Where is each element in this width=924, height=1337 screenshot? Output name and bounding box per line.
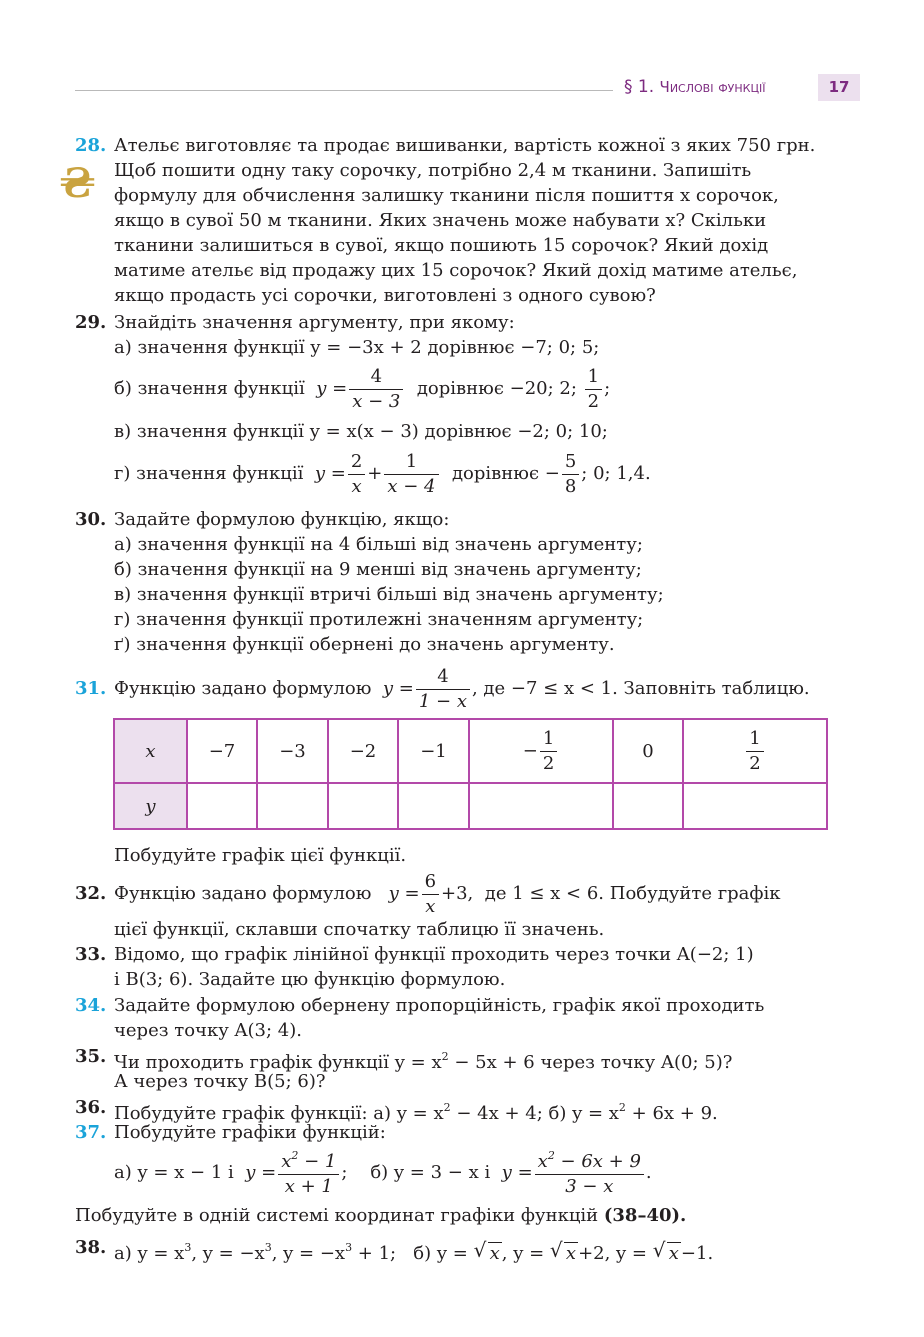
text: , y = [501, 1243, 545, 1264]
table-cell [683, 783, 827, 829]
text: −1. [680, 1243, 714, 1264]
numerator: 1 [746, 729, 763, 752]
table-cell [187, 783, 257, 829]
text: . [645, 1162, 652, 1183]
problem-35-line: А через точку B(5; 6)? [114, 1071, 326, 1092]
text: − 5x + 6 через точку A(0; 5)? [448, 1052, 733, 1073]
problem-28-line: Ательє виготовляє та продає вишиванки, вартість кожної з яких 750 грн. [114, 135, 816, 156]
table-cell [469, 783, 613, 829]
fraction [384, 452, 438, 497]
problem-32-number: 32. [75, 883, 107, 904]
numerator: 1 [585, 367, 602, 390]
numerator: 4 [349, 367, 403, 390]
table-row [114, 783, 827, 829]
table-cell: x [114, 719, 187, 783]
table-cell: −1 [398, 719, 469, 783]
math-y: y = [314, 463, 346, 484]
section-prefix: § 1. [624, 77, 655, 97]
section-title [624, 77, 766, 97]
denominator: x [351, 475, 362, 497]
problem-29-number: 29. [75, 312, 107, 333]
numerator: 6 [422, 872, 439, 895]
values-table [113, 718, 828, 830]
section-name: Числові функції [659, 78, 766, 96]
problem-31-after: Побудуйте графік цієї функції. [114, 845, 407, 866]
fraction [540, 729, 557, 774]
sqrt: √ x [652, 1238, 679, 1264]
denominator: 2 [587, 390, 600, 412]
text: +3, [441, 883, 474, 904]
radicand: x [489, 1243, 500, 1264]
text: б) y = 3 − x і [370, 1162, 491, 1183]
problem-29-g [114, 447, 651, 501]
table-row [114, 719, 827, 783]
numerator [278, 1150, 339, 1175]
problem-28-line: формулу для обчислення залишку тканини після пошиття x сорочок, [114, 185, 779, 206]
denominator: 2 [542, 752, 555, 774]
problem-29-v: в) значення функції y = x(x − 3) дорівнює −2; 0; 10; [114, 421, 608, 442]
text: б) значення функції [114, 378, 305, 399]
text: ; 0; 1,4. [581, 463, 651, 484]
problem-38-line [114, 1236, 713, 1266]
superscript: 3 [184, 1241, 192, 1254]
text: , y = −x [271, 1243, 346, 1264]
math-y: y = [382, 678, 414, 699]
problem-29-a: а) значення функції y = −3x + 2 дорівнює −7; 0; 5; [114, 337, 600, 358]
problem-30-item: г) значення функції протилежні значенням аргументу; [114, 609, 644, 630]
problem-34-line: Задайте формулою обернену пропорційність, графік якої проходить [114, 995, 765, 1016]
problem-30-item: в) значення функції втричі більші від значень аргументу; [114, 584, 664, 605]
superscript: 2 [291, 1148, 299, 1162]
text: + 1; [352, 1243, 397, 1264]
table-cell [613, 783, 683, 829]
radicand: x [565, 1243, 577, 1264]
fraction [416, 667, 470, 712]
problem-35-number: 35. [75, 1046, 107, 1067]
denominator: x − 4 [387, 475, 436, 497]
page-number: 17 [818, 74, 860, 101]
text: , де −7 ≤ x < 1. Заповніть таблицю. [471, 678, 810, 699]
math-y: y = [388, 883, 420, 904]
table-cell: −7 [187, 719, 257, 783]
problem-33-line: Відомо, що графік лінійної функції проходить через точки A(−2; 1) [114, 944, 754, 965]
table-cell: 0 [613, 719, 683, 783]
numerator: 2 [348, 452, 365, 475]
text: − [522, 740, 538, 761]
text: Функцію задано формулою [114, 883, 372, 904]
problem-34-line: через точку A(3; 4). [114, 1020, 302, 1041]
fraction [535, 1150, 644, 1197]
problem-29-intro: Знайдіть значення аргументу, при якому: [114, 312, 515, 333]
numerator [535, 1150, 644, 1175]
problem-28-line: якщо продасть усі сорочки, виготовлені з одного сувою? [114, 285, 656, 306]
text: + [367, 463, 383, 484]
fraction [349, 367, 403, 412]
table-cell [469, 719, 613, 783]
problem-33-number: 33. [75, 944, 107, 965]
sqrt: √ x [473, 1238, 500, 1264]
table-cell [328, 783, 398, 829]
fraction [746, 729, 763, 774]
text: ; [341, 1162, 348, 1183]
problem-37-number: 37. [75, 1122, 107, 1143]
problem-30-item: б) значення функції на 9 менші від значень аргументу; [114, 559, 642, 580]
denominator: x + 1 [284, 1175, 333, 1197]
numerator: 5 [562, 452, 579, 475]
denominator: 3 − x [565, 1175, 614, 1197]
text: г) значення функції [114, 463, 304, 484]
denominator: 2 [749, 752, 761, 774]
numerator: 4 [416, 667, 470, 690]
problem-31-text [114, 662, 810, 716]
superscript: 2 [547, 1148, 555, 1162]
superscript: 3 [345, 1241, 353, 1254]
numerator: 1 [384, 452, 438, 475]
problem-34-number: 34. [75, 995, 107, 1016]
problem-29-b [114, 362, 610, 416]
problem-36-number: 36. [75, 1097, 107, 1118]
math-y: y = [316, 378, 348, 399]
header-rule [75, 90, 613, 91]
math-y: y = [245, 1162, 277, 1183]
problem-28-line: тканини залишиться в сувої, якщо пошиють 15 сорочок? Який дохід [114, 235, 769, 256]
problem-28-line: матиме ательє від продажу цих 15 сорочок? Який дохід матиме ательє, [114, 260, 798, 281]
fraction [585, 367, 602, 412]
problem-33-line: і B(3; 6). Задайте цю функцію формулою. [114, 969, 506, 990]
text: Побудуйте в одній системі координат графіки функцій [75, 1205, 599, 1226]
text: x [281, 1150, 292, 1172]
numerator: 1 [540, 729, 557, 752]
text: +2, y = [578, 1243, 648, 1264]
problem-30-intro: Задайте формулою функцію, якщо: [114, 509, 450, 530]
text: + 6x + 9. [625, 1103, 718, 1124]
problem-37-items [114, 1145, 652, 1201]
fraction [422, 872, 439, 917]
problem-30-item: а) значення функції на 4 більші від значень аргументу; [114, 534, 643, 555]
text: дорівнює −20; 2; [416, 378, 577, 399]
fraction [562, 452, 579, 497]
fraction [348, 452, 365, 497]
problem-30-number: 30. [75, 509, 107, 530]
problem-28-line: якщо в сувої 50 м тканини. Яких значень може набувати x? Скільки [114, 210, 767, 231]
sqrt: √ x [549, 1238, 577, 1264]
denominator: x [425, 895, 436, 917]
text: , y = −x [191, 1243, 265, 1264]
problem-28-line: Щоб пошити одну таку сорочку, потрібно 2,4 м тканини. Запишіть [114, 160, 752, 181]
text: дорівнює − [451, 463, 560, 484]
table-cell [683, 719, 827, 783]
text: а) y = x − 1 і [114, 1162, 234, 1183]
table-cell: −2 [328, 719, 398, 783]
text: Чи проходить графік функції y = x [114, 1052, 442, 1073]
math-y: y = [501, 1162, 533, 1183]
text: − 1 [298, 1150, 337, 1172]
table-cell: −3 [257, 719, 328, 783]
text: б) y = [413, 1243, 468, 1264]
table-cell [398, 783, 469, 829]
text: а) y = x [114, 1243, 185, 1264]
group-intro [75, 1204, 686, 1228]
text: де 1 ≤ x < 6. Побудуйте графік [484, 883, 781, 904]
problem-32-line2: цієї функції, склавши спочатку таблицю її значень. [114, 919, 605, 940]
problem-32-text [114, 867, 781, 921]
text: Функцію задано формулою [114, 678, 372, 699]
problem-37-intro: Побудуйте графіки функцій: [114, 1122, 386, 1143]
table-cell: y [114, 783, 187, 829]
hryvnia-icon: ₴ [60, 160, 96, 207]
problem-range: (38–40). [603, 1205, 687, 1226]
table-cell [257, 783, 328, 829]
text: ; [604, 378, 611, 399]
fraction [278, 1150, 339, 1197]
denominator: 1 − x [418, 690, 467, 712]
superscript: 2 [443, 1101, 451, 1114]
problem-30-item: ґ) значення функції обернені до значень аргументу. [114, 634, 615, 655]
text: − 4x + 4; б) y = x [450, 1103, 619, 1124]
superscript: 2 [441, 1050, 449, 1063]
problem-28-number: 28. [75, 135, 107, 156]
denominator: 8 [564, 475, 577, 497]
problem-31-number: 31. [75, 678, 107, 699]
superscript: 2 [618, 1101, 626, 1114]
text: x [537, 1150, 548, 1172]
text: Побудуйте графік функції: а) y = x [114, 1103, 444, 1124]
superscript: 3 [264, 1241, 272, 1254]
problem-38-number: 38. [75, 1237, 107, 1258]
radicand: x [668, 1243, 679, 1264]
text: − 6x + 9 [554, 1150, 641, 1172]
denominator: x − 3 [352, 390, 401, 412]
